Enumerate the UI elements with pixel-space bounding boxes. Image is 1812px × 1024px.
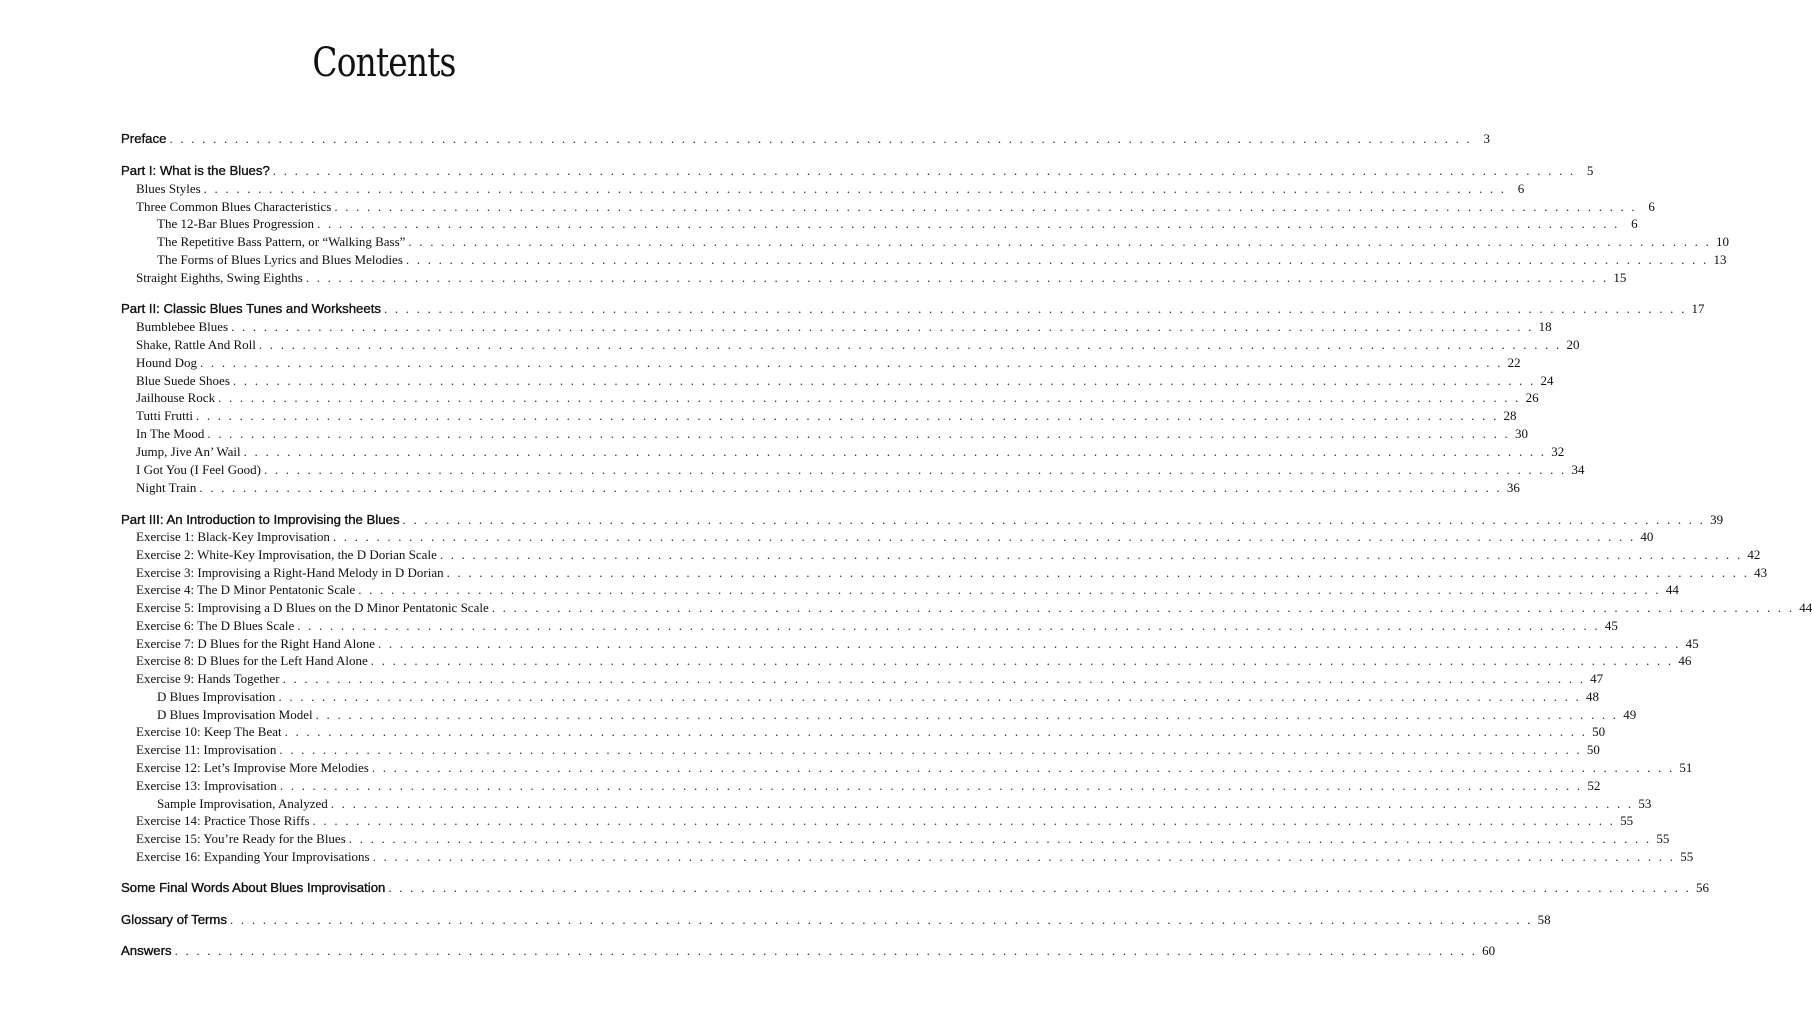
toc-entry-label: Exercise 3: Improvising a Right-Hand Melody in D Dorian [136, 565, 444, 580]
toc-entry-label: Blues Styles [136, 181, 201, 196]
toc-entry-label: The 12-Bar Blues Progression [157, 216, 315, 231]
dot-leader: . . . . . . . . . . . . . . . . . . . . . . . . . . . . . . . . . . . . . . . . . . . . . . . . . . . . . . . . . . . . . . . . . . . . . . . . . . . . . . . . . . . . . . . . . . . . . . . . . . . . . . . . . . . . . . . . . . . . . . . . [258, 337, 1562, 352]
toc-entry-label: Blue Suede Shoes [136, 373, 230, 388]
dot-leader: . . . . . . . . . . . . . . . . . . . . . . . . . . . . . . . . . . . . . . . . . . . . . . . . . . . . . . . . . . . . . . . . . . . . . . . . . . . . . . . . . . . . . . . . . . . . . . . . . . . . . . . . . . . . . . . . . . . . . . . . [243, 444, 1547, 459]
toc-entry-label: Answers [121, 943, 172, 958]
dot-leader: . . . . . . . . . . . . . . . . . . . . . . . . . . . . . . . . . . . . . . . . . . . . . . . . . . . . . . . . . . . . . . . . . . . . . . . . . . . . . . . . . . . . . . . . . . . . . . . . . . . . . . . . . . . . . . . . . . . . . . . . [439, 547, 1743, 562]
toc-entry-page-number: 18 [1538, 319, 1552, 334]
toc-entry [136, 461, 1585, 479]
dot-leader: . . . . . . . . . . . . . . . . . . . . . . . . . . . . . . . . . . . . . . . . . . . . . . . . . . . . . . . . . . . . . . . . . . . . . . . . . . . . . . . . . . . . . . . . . . . . . . . . . . . . . . . . . . . . . . . . . . . . . . . . [378, 636, 1681, 651]
toc-entry-page-number: 10 [1715, 234, 1729, 249]
toc-entry [136, 741, 1600, 759]
dot-leader: . . . . . . . . . . . . . . . . . . . . . . . . . . . . . . . . . . . . . . . . . . . . . . . . . . . . . . . . . . . . . . . . . . . . . . . . . . . . . . . . . . . . . . . . . . . . . . . . . . . . . . . . . . . . . . . . . . . . . . . . [358, 582, 1661, 597]
toc-entry-page-number: 17 [1691, 301, 1705, 316]
toc-entry-page-number: 44 [1665, 582, 1679, 597]
toc-entry [121, 879, 1709, 897]
dot-leader: . . . . . . . . . . . . . . . . . . . . . . . . . . . . . . . . . . . . . . . . . . . . . . . . . . . . . . . . . . . . . . . . . . . . . . . . . . . . . . . . . . . . . . . . . . . . . . . . . . . . . . . . . . . . . . . . . . . . . . . . [263, 462, 1567, 477]
toc-entry-page-number: 51 [1679, 760, 1693, 775]
dot-leader: . . . . . . . . . . . . . . . . . . . . . . . . . . . . . . . . . . . . . . . . . . . . . . . . . . . . . . . . . . . . . . . . . . . . . . . . . . . . . . . . . . . . . . . . . . . . . . . . . . . . . . . . . . . . . . . . . . . . . . . . [315, 707, 1619, 722]
toc-entry [136, 812, 1634, 830]
toc-entry [136, 354, 1521, 372]
toc-entry-label: Part I: What is the Blues? [121, 163, 270, 178]
toc-entry-page-number: 43 [1754, 565, 1768, 580]
toc-entry [121, 511, 1724, 529]
toc-entry-label: Exercise 16: Expanding Your Improvisations [136, 849, 370, 864]
toc-entry-page-number: 22 [1507, 355, 1521, 370]
toc-entry [136, 407, 1517, 425]
dot-leader: . . . . . . . . . . . . . . . . . . . . . . . . . . . . . . . . . . . . . . . . . . . . . . . . . . . . . . . . . . . . . . . . . . . . . . . . . . . . . . . . . . . . . . . . . . . . . . . . . . . . . . . . . . . . . . . . . . . . . . . . [332, 529, 1636, 544]
toc-entry [121, 130, 1491, 148]
toc-entry-label: Glossary of Terms [121, 912, 228, 927]
toc-entry [136, 546, 1761, 564]
toc-entry [136, 425, 1528, 443]
toc-entry-label: Shake, Rattle And Roll [136, 337, 256, 352]
toc-entry [157, 706, 1637, 724]
toc-entry-page-number: 53 [1638, 796, 1652, 811]
toc-entry-page-number: 39 [1710, 512, 1724, 527]
toc-entry-label: Part II: Classic Blues Tunes and Worksheets [121, 301, 381, 316]
toc-entry [136, 848, 1694, 866]
dot-leader: . . . . . . . . . . . . . . . . . . . . . . . . . . . . . . . . . . . . . . . . . . . . . . . . . . . . . . . . . . . . . . . . . . . . . . . . . . . . . . . . . . . . . . . . . . . . . . . . . . . . . . . . . . . . . . . . . . . . . . . . [279, 778, 1583, 793]
dot-leader: . . . . . . . . . . . . . . . . . . . . . . . . . . . . . . . . . . . . . . . . . . . . . . . . . . . . . . . . . . . . . . . . . . . . . . . . . . . . . . . . . . . . . . . . . . . . . . . . . . . . . . . . . . . . . . . . . . . . . . . . [408, 234, 1711, 249]
dot-leader: . . . . . . . . . . . . . . . . . . . . . . . . . . . . . . . . . . . . . . . . . . . . . . . . . . . . . . . . . . . . . . . . . . . . . . . . . . . . . . . . . . . . . . . . . . . . . . . . . . . . . . . . . . . . . . . . . . . . . . . . [334, 199, 1637, 214]
toc-entry-page-number: 34 [1571, 462, 1585, 477]
dot-leader: . . . . . . . . . . . . . . . . . . . . . . . . . . . . . . . . . . . . . . . . . . . . . . . . . . . . . . . . . . . . . . . . . . . . . . . . . . . . . . . . . . . . . . . . . . . . . . . . . . . . . . . . . . . . . . . . . . . . . . . . [370, 653, 1674, 668]
toc-entry-label: D Blues Improvisation Model [157, 707, 313, 722]
toc-entry-page-number: 3 [1483, 131, 1491, 146]
toc-entry-label: Preface [121, 131, 167, 146]
toc-entry [157, 688, 1599, 706]
toc-entry [136, 759, 1693, 777]
toc-entry-label: Tutti Frutti [136, 408, 193, 423]
toc-entry-page-number: 28 [1503, 408, 1517, 423]
toc-entry-page-number: 6 [1517, 181, 1525, 196]
toc-entry-label: Exercise 15: You’re Ready for the Blues [136, 831, 346, 846]
toc-entry-page-number: 24 [1540, 373, 1554, 388]
toc-entry [136, 723, 1606, 741]
toc-entry-page-number: 45 [1685, 636, 1699, 651]
toc-entry [157, 233, 1729, 251]
toc-entry-page-number: 26 [1525, 390, 1539, 405]
toc-entry-page-number: 36 [1506, 480, 1520, 495]
toc-entry-label: Part III: An Introduction to Improvising the Blues [121, 512, 400, 527]
toc-entry-label: Some Final Words About Blues Improvisation [121, 880, 386, 895]
toc-entry-page-number: 48 [1586, 689, 1599, 704]
dot-leader: . . . . . . . . . . . . . . . . . . . . . . . . . . . . . . . . . . . . . . . . . . . . . . . . . . . . . . . . . . . . . . . . . . . . . . . . . . . . . . . . . . . . . . . . . . . . . . . . . . . . . . . . . . . . . . . . . . . . . . . . [317, 216, 1620, 231]
toc-entry-page-number: 49 [1623, 707, 1637, 722]
toc-entry-label: D Blues Improvisation [157, 689, 276, 704]
toc-entry-page-number: 32 [1551, 444, 1565, 459]
toc-entry [121, 162, 1594, 180]
dot-leader: . . . . . . . . . . . . . . . . . . . . . . . . . . . . . . . . . . . . . . . . . . . . . . . . . . . . . . . . . . . . . . . . . . . . . . . . . . . . . . . . . . . . . . . . . . . . . . . . . . . . . . . . . . . . . . . . . . . . . . . . [348, 831, 1652, 846]
dot-leader: . . . . . . . . . . . . . . . . . . . . . . . . . . . . . . . . . . . . . . . . . . . . . . . . . . . . . . . . . . . . . . . . . . . . . . . . . . . . . . . . . . . . . . . . . . . . . . . . . . . . . . . . . . . . . . . . . . . . . . . . [282, 671, 1586, 686]
toc-entry-page-number: 40 [1640, 529, 1654, 544]
toc-entry-label: Exercise 12: Let’s Improvise More Melodies [136, 760, 369, 775]
toc-entry-label: The Forms of Blues Lyrics and Blues Melodies [157, 252, 403, 267]
toc-entry [136, 599, 1812, 617]
toc-entry-page-number: 50 [1592, 724, 1606, 739]
toc-entry [136, 443, 1565, 461]
toc-entry [121, 911, 1551, 929]
toc-entry-label: Jump, Jive An’ Wail [136, 444, 241, 459]
toc-entry-page-number: 42 [1747, 547, 1761, 562]
dot-leader: . . . . . . . . . . . . . . . . . . . . . . . . . . . . . . . . . . . . . . . . . . . . . . . . . . . . . . . . . . . . . . . . . . . . . . . . . . . . . . . . . . . . . . . . . . . . . . . . . . . . . . . . . . . . . . . . . . . . . . . . [371, 760, 1675, 775]
toc-entry-page-number: 44 [1799, 600, 1812, 615]
toc-entry [136, 652, 1692, 670]
toc-entry [136, 180, 1525, 198]
toc-entry-label: Exercise 11: Improvisation [136, 742, 277, 757]
dot-leader: . . . . . . . . . . . . . . . . . . . . . . . . . . . . . . . . . . . . . . . . . . . . . . . . . . . . . . . . . . . . . . . . . . . . . . . . . . . . . . . . . . . . . . . . . . . . . . . . . . . . . . . . . . . . . . . . . . . . . . . . [284, 724, 1588, 739]
dot-leader: . . . . . . . . . . . . . . . . . . . . . . . . . . . . . . . . . . . . . . . . . . . . . . . . . . . . . . . . . . . . . . . . . . . . . . . . . . . . . . . . . . . . . . . . . . . . . . . . . . . . . . . . . . . . . . . . . . . . . . . . [305, 270, 1609, 285]
toc-entry-page-number: 56 [1695, 880, 1709, 895]
toc-entry-label: Jailhouse Rock [136, 390, 216, 405]
dot-leader: . . . . . . . . . . . . . . . . . . . . . . . . . . . . . . . . . . . . . . . . . . . . . . . . . . . . . . . . . . . . . . . . . . . . . . . . . . . . . . . . . . . . . . . . . . . . . . . . . . . . . . . . . . . . . . . . . . . . . . . . [372, 849, 1676, 864]
toc-entry-page-number: 55 [1680, 849, 1694, 864]
toc-entry-label: Exercise 6: The D Blues Scale [136, 618, 295, 633]
toc-entry [136, 389, 1539, 407]
dot-leader: . . . . . . . . . . . . . . . . . . . . . . . . . . . . . . . . . . . . . . . . . . . . . . . . . . . . . . . . . . . . . . . . . . . . . . . . . . . . . . . . . . . . . . . . . . . . . . . . . . . . . . . . . . . . . . . . . . . . . . . . [203, 181, 1507, 196]
toc-entry-label: Sample Improvisation, Analyzed [157, 796, 328, 811]
toc-entry-label: Hound Dog [136, 355, 198, 370]
toc-entry-label: Exercise 13: Improvisation [136, 778, 277, 793]
toc-entry-page-number: 52 [1587, 778, 1601, 793]
toc-entry [136, 336, 1580, 354]
toc-entry-page-number: 5 [1586, 163, 1594, 178]
dot-leader: . . . . . . . . . . . . . . . . . . . . . . . . . . . . . . . . . . . . . . . . . . . . . . . . . . . . . . . . . . . . . . . . . . . . . . . . . . . . . . . . . . . . . . . . . . . . . . . . . . . . . . . . . . . . . . . . . . . . . . . . [195, 408, 1499, 423]
toc-entry-page-number: 46 [1678, 653, 1692, 668]
toc-entry [121, 942, 1496, 960]
toc-entry-label: Straight Eighths, Swing Eighths [136, 270, 303, 285]
dot-leader: . . . . . . . . . . . . . . . . . . . . . . . . . . . . . . . . . . . . . . . . . . . . . . . . . . . . . . . . . . . . . . . . . . . . . . . . . . . . . . . . . . . . . . . . . . . . . . . . . . . . . . . . . . . . . . . . . . . . . . . . [388, 880, 1691, 895]
dot-leader: . . . . . . . . . . . . . . . . . . . . . . . . . . . . . . . . . . . . . . . . . . . . . . . . . . . . . . . . . . . . . . . . . . . . . . . . . . . . . . . . . . . . . . . . . . . . . . . . . . . . . . . . . . . . . . . . . . . . . . . . [402, 512, 1706, 527]
toc-entry-label: Exercise 8: D Blues for the Left Hand Alone [136, 653, 368, 668]
dot-leader: . . . . . . . . . . . . . . . . . . . . . . . . . . . . . . . . . . . . . . . . . . . . . . . . . . . . . . . . . . . . . . . . . . . . . . . . . . . . . . . . . . . . . . . . . . . . . . . . . . . . . . . . . . . . . . . . . . . . . . . . [312, 813, 1616, 828]
toc-entry-page-number: 60 [1482, 943, 1496, 958]
dot-leader: . . . . . . . . . . . . . . . . . . . . . . . . . . . . . . . . . . . . . . . . . . . . . . . . . . . . . . . . . . . . . . . . . . . . . . . . . . . . . . . . . . . . . . . . . . . . . . . . . . . . . . . . . . . . . . . . . . . . . . . . [199, 480, 1502, 495]
toc-entry [136, 777, 1601, 795]
toc-entry-page-number: 45 [1604, 618, 1618, 633]
toc-entry-label: Exercise 4: The D Minor Pentatonic Scale [136, 582, 356, 597]
dot-leader: . . . . . . . . . . . . . . . . . . . . . . . . . . . . . . . . . . . . . . . . . . . . . . . . . . . . . . . . . . . . . . . . . . . . . . . . . . . . . . . . . . . . . . . . . . . . . . . . . . . . . . . . . . . . . . . . . . . . . . . . [279, 742, 1582, 757]
toc-entry [136, 581, 1679, 599]
dot-leader: . . . . . . . . . . . . . . . . . . . . . . . . . . . . . . . . . . . . . . . . . . . . . . . . . . . . . . . . . . . . . . . . . . . . . . . . . . . . . . . . . . . . . . . . . . . . . . . . . . . . . . . . . . . . . . . . . . . . . . . . [405, 252, 1709, 267]
dot-leader: . . . . . . . . . . . . . . . . . . . . . . . . . . . . . . . . . . . . . . . . . . . . . . . . . . . . . . . . . . . . . . . . . . . . . . . . . . . . . . . . . . . . . . . . . . . . . . . . . . . . . . . . . . . . . . . . . . . . . . . . [232, 373, 1536, 388]
dot-leader: . . . . . . . . . . . . . . . . . . . . . . . . . . . . . . . . . . . . . . . . . . . . . . . . . . . . . . . . . . . . . . . . . . . . . . . . . . . . . . . . . . . . . . . . . . . . . . . . . . . . . . . . . . . . . . . . . . . . . . . . [218, 390, 1521, 405]
toc-entry-label: Exercise 5: Improvising a D Blues on the D Minor Pentatonic Scale [136, 600, 489, 615]
dot-leader: . . . . . . . . . . . . . . . . . . . . . . . . . . . . . . . . . . . . . . . . . . . . . . . . . . . . . . . . . . . . . . . . . . . . . . . . . . . . . . . . . . . . . . . . . . . . . . . . . . . . . . . . . . . . . . . . . . . . . . . . [383, 301, 1687, 316]
toc-entry [136, 617, 1618, 635]
toc-entry [136, 372, 1554, 390]
toc-entry [157, 795, 1652, 813]
toc-entry-label: Three Common Blues Characteristics [136, 199, 332, 214]
toc-entry-label: Exercise 7: D Blues for the Right Hand Alone [136, 636, 376, 651]
toc-entry-label: The Repetitive Bass Pattern, or “Walking Bass” [157, 234, 406, 249]
toc-entry-label: Exercise 10: Keep The Beat [136, 724, 282, 739]
toc-entry-label: Exercise 14: Practice Those Riffs [136, 813, 310, 828]
dot-leader: . . . . . . . . . . . . . . . . . . . . . . . . . . . . . . . . . . . . . . . . . . . . . . . . . . . . . . . . . . . . . . . . . . . . . . . . . . . . . . . . . . . . . . . . . . . . . . . . . . . . . . . . . . . . . . . . . . . . . . . . [278, 689, 1581, 704]
toc-entry-page-number: 30 [1514, 426, 1528, 441]
toc-entry [136, 528, 1654, 546]
dot-leader: . . . . . . . . . . . . . . . . . . . . . . . . . . . . . . . . . . . . . . . . . . . . . . . . . . . . . . . . . . . . . . . . . . . . . . . . . . . . . . . . . . . . . . . . . . . . . . . . . . . . . . . . . . . . . . . . . . . . . . . . [330, 796, 1634, 811]
toc-entry-label: In The Mood [136, 426, 205, 441]
toc-entry-label: I Got You (I Feel Good) [136, 462, 261, 477]
toc-entry-label: Exercise 9: Hands Together [136, 671, 280, 686]
toc-entry-page-number: 55 [1656, 831, 1670, 846]
dot-leader: . . . . . . . . . . . . . . . . . . . . . . . . . . . . . . . . . . . . . . . . . . . . . . . . . . . . . . . . . . . . . . . . . . . . . . . . . . . . . . . . . . . . . . . . . . . . . . . . . . . . . . . . . . . . . . . . . . . . . . . . [200, 355, 1503, 370]
dot-leader: . . . . . . . . . . . . . . . . . . . . . . . . . . . . . . . . . . . . . . . . . . . . . . . . . . . . . . . . . . . . . . . . . . . . . . . . . . . . . . . . . . . . . . . . . . . . . . . . . . . . . . . . . . . . . . . . . . . . . . . . [207, 426, 1510, 441]
toc-entry [121, 300, 1705, 318]
toc-entry [136, 269, 1627, 287]
toc-entry [136, 564, 1768, 582]
dot-leader: . . . . . . . . . . . . . . . . . . . . . . . . . . . . . . . . . . . . . . . . . . . . . . . . . . . . . . . . . . . . . . . . . . . . . . . . . . . . . . . . . . . . . . . . . . . . . . . . . . . . . . . . . . . . . . . . . . . . . . . . [230, 912, 1533, 927]
toc-entry [157, 251, 1727, 269]
toc-entry [136, 830, 1670, 848]
toc-entry [136, 318, 1552, 336]
toc-entry [136, 670, 1604, 688]
toc-entry-page-number: 6 [1631, 216, 1638, 231]
toc-entry-page-number: 20 [1566, 337, 1580, 352]
dot-leader: . . . . . . . . . . . . . . . . . . . . . . . . . . . . . . . . . . . . . . . . . . . . . . . . . . . . . . . . . . . . . . . . . . . . . . . . . . . . . . . . . . . . . . . . . . . . . . . . . . . . . . . . . . . . . . . . . . . . . . . . [491, 600, 1795, 615]
toc-entry-page-number: 47 [1590, 671, 1604, 686]
toc-entry [136, 198, 1655, 216]
toc-entry-label: Exercise 1: Black-Key Improvisation [136, 529, 330, 544]
dot-leader: . . . . . . . . . . . . . . . . . . . . . . . . . . . . . . . . . . . . . . . . . . . . . . . . . . . . . . . . . . . . . . . . . . . . . . . . . . . . . . . . . . . . . . . . . . . . . . . . . . . . . . . . . . . . . . . . . . . . . . . . [446, 565, 1750, 580]
toc-entry [136, 479, 1520, 497]
dot-leader: . . . . . . . . . . . . . . . . . . . . . . . . . . . . . . . . . . . . . . . . . . . . . . . . . . . . . . . . . . . . . . . . . . . . . . . . . . . . . . . . . . . . . . . . . . . . . . . . . . . . . . . . . . . . . . . . . . . . . . . . [231, 319, 1534, 334]
dot-leader: . . . . . . . . . . . . . . . . . . . . . . . . . . . . . . . . . . . . . . . . . . . . . . . . . . . . . . . . . . . . . . . . . . . . . . . . . . . . . . . . . . . . . . . . . . . . . . . . . . . . . . . . . . . . . . . . . . . . . . . . [297, 618, 1600, 633]
dot-leader: . . . . . . . . . . . . . . . . . . . . . . . . . . . . . . . . . . . . . . . . . . . . . . . . . . . . . . . . . . . . . . . . . . . . . . . . . . . . . . . . . . . . . . . . . . . . . . . . . . . . . . . . . . . . . . . . . . . . . . . . [169, 131, 1473, 146]
toc-entry-page-number: 13 [1713, 252, 1727, 267]
toc-entry-page-number: 6 [1648, 199, 1655, 214]
toc-entry [136, 635, 1699, 653]
page-title: Contents [312, 40, 456, 86]
toc-entry-page-number: 50 [1586, 742, 1600, 757]
toc-entry-label: Exercise 2: White-Key Improvisation, the D Dorian Scale [136, 547, 437, 562]
dot-leader: . . . . . . . . . . . . . . . . . . . . . . . . . . . . . . . . . . . . . . . . . . . . . . . . . . . . . . . . . . . . . . . . . . . . . . . . . . . . . . . . . . . . . . . . . . . . . . . . . . . . . . . . . . . . . . . . . . . . . . . . [272, 163, 1576, 178]
dot-leader: . . . . . . . . . . . . . . . . . . . . . . . . . . . . . . . . . . . . . . . . . . . . . . . . . . . . . . . . . . . . . . . . . . . . . . . . . . . . . . . . . . . . . . . . . . . . . . . . . . . . . . . . . . . . . . . . . . . . . . . . [174, 943, 1478, 958]
toc-entry-label: Night Train [136, 480, 197, 495]
toc-entry [157, 215, 1638, 233]
toc-entry-page-number: 15 [1613, 270, 1627, 285]
toc-entry-page-number: 58 [1537, 912, 1551, 927]
toc-entry-label: Bumblebee Blues [136, 319, 229, 334]
toc-entry-page-number: 55 [1620, 813, 1634, 828]
